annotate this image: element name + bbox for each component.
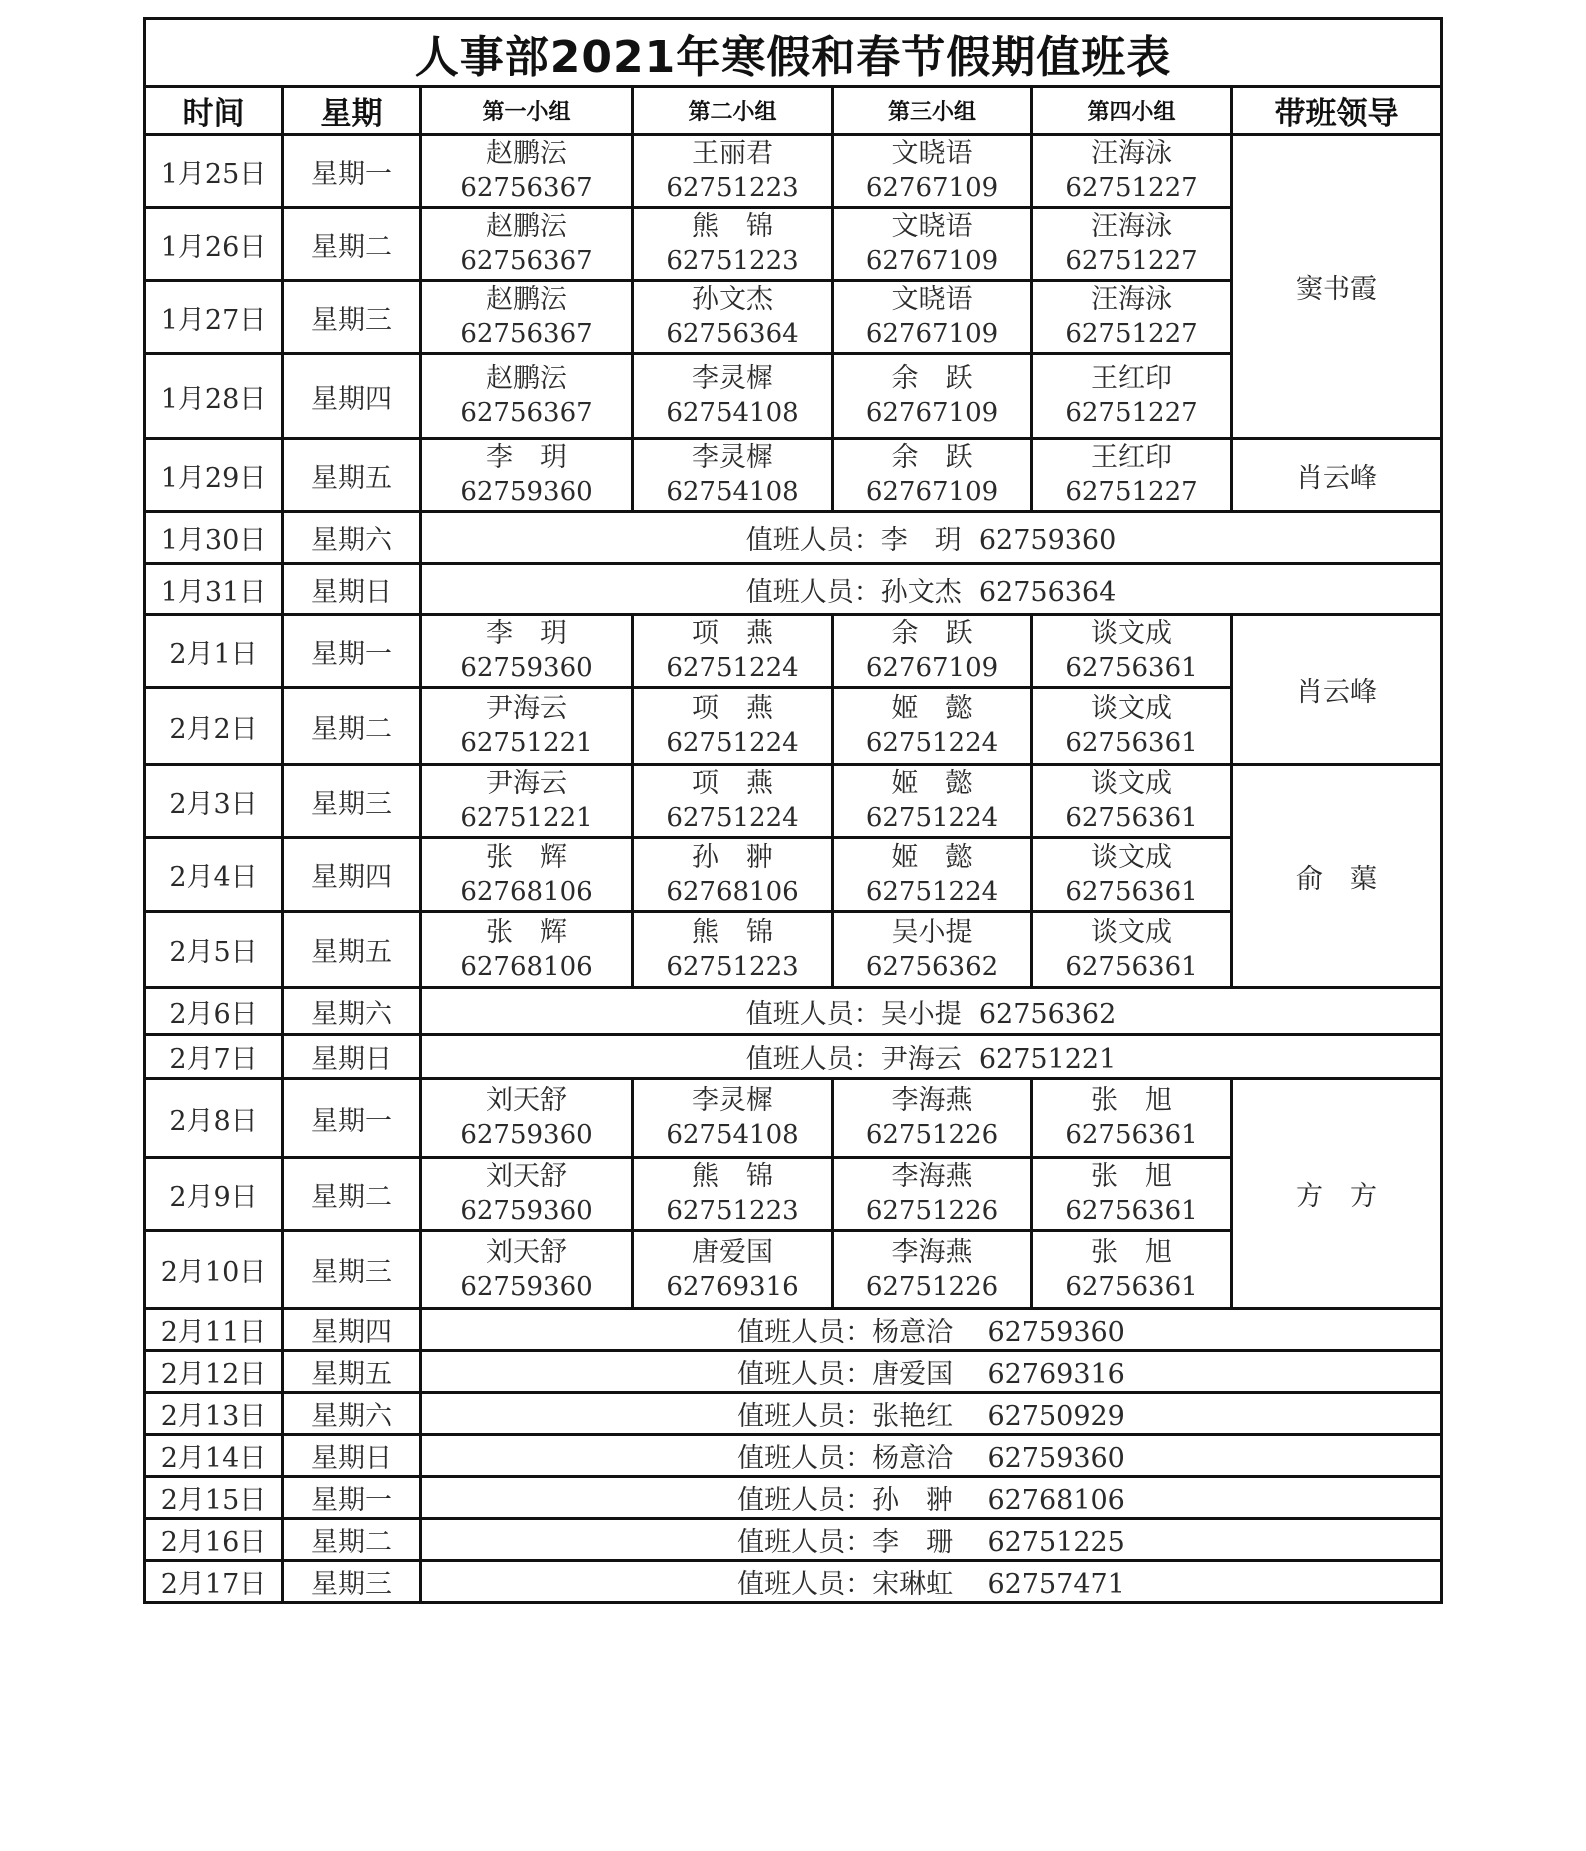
duty-person-phone: 62756367 <box>460 173 593 203</box>
duty-staff-cell: 值班人员：唐爱国 62769316 <box>421 1351 1442 1393</box>
duty-person-phone: 62756362 <box>865 951 999 982</box>
duty-person-phone: 62756361 <box>1065 653 1198 683</box>
date-cell: 2月6日 <box>145 988 283 1035</box>
group3-cell <box>833 208 1032 281</box>
group3-cell <box>833 135 1032 208</box>
group4-cell <box>1032 281 1232 354</box>
date-cell: 1月31日 <box>145 564 283 615</box>
duty-person-name: 熊 锦 <box>692 211 773 242</box>
duty-person-phone: 62759360 <box>460 1120 593 1150</box>
group2-cell <box>633 615 833 688</box>
date-cell: 1月29日 <box>145 439 283 512</box>
duty-person-name: 张 辉 <box>486 916 567 948</box>
duty-person-phone: 62756361 <box>1065 951 1198 982</box>
weekday-cell: 星期五 <box>283 912 421 988</box>
duty-person-name: 文晓语 <box>891 138 973 169</box>
duty-staff-cell: 值班人员：尹海云 62751221 <box>421 1035 1442 1079</box>
group4-cell <box>1032 615 1232 688</box>
duty-staff-cell: 值班人员：李 玥 62759360 <box>421 512 1442 564</box>
duty-person-name: 姬 懿 <box>891 693 973 724</box>
duty-person-phone: 62756361 <box>1065 1196 1198 1226</box>
duty-staff-cell: 值班人员：张艳红 62750929 <box>421 1393 1442 1435</box>
table-row <box>145 1393 1442 1435</box>
group1-cell <box>421 439 633 512</box>
duty-person-name: 汪海泳 <box>1091 211 1172 242</box>
duty-roster-table <box>143 17 1443 1604</box>
group1-cell <box>421 208 633 281</box>
duty-person-name: 刘天舒 <box>486 1161 567 1192</box>
duty-person-name: 谈文成 <box>1091 618 1172 649</box>
duty-person-name: 唐爱国 <box>692 1236 773 1268</box>
weekday-cell: 星期四 <box>283 1309 421 1351</box>
duty-person-phone: 62759360 <box>460 1271 593 1302</box>
group1-cell <box>421 281 633 354</box>
duty-person-phone: 62751221 <box>460 728 593 758</box>
group3-cell <box>833 281 1032 354</box>
group4-cell <box>1032 838 1232 912</box>
group1-cell <box>421 354 633 439</box>
weekday-cell: 星期三 <box>283 1231 421 1309</box>
duty-person-phone: 62768106 <box>460 951 593 982</box>
header-row <box>145 87 1442 135</box>
table-row <box>145 1561 1442 1603</box>
weekday-cell: 星期二 <box>283 208 421 281</box>
duty-person-phone: 62767109 <box>865 398 999 428</box>
duty-person-name: 姬 懿 <box>891 841 973 873</box>
duty-person-name: 李海燕 <box>891 1161 973 1192</box>
date-cell: 2月2日 <box>145 688 283 765</box>
group4-cell <box>1032 354 1232 439</box>
duty-staff-cell: 值班人员：杨意洽 62759360 <box>421 1309 1442 1351</box>
duty-person-name: 谈文成 <box>1091 841 1172 873</box>
group2-cell <box>633 688 833 765</box>
weekday-cell: 星期六 <box>283 1393 421 1435</box>
group3-cell <box>833 912 1032 988</box>
duty-person-phone: 62751224 <box>865 803 999 833</box>
duty-person-phone: 62751223 <box>666 246 799 276</box>
group1-cell <box>421 1079 633 1158</box>
duty-person-name: 尹海云 <box>486 693 567 724</box>
duty-person-name: 孙 翀 <box>692 841 773 873</box>
group3-cell <box>833 615 1032 688</box>
duty-person-name: 赵鹏沄 <box>486 138 567 169</box>
weekday-cell: 星期一 <box>283 1079 421 1158</box>
duty-person-phone: 62759360 <box>460 653 593 683</box>
table-row <box>145 1519 1442 1561</box>
duty-person-name: 谈文成 <box>1091 768 1172 799</box>
duty-person-name: 刘天舒 <box>486 1085 567 1116</box>
header-time: 时间 <box>145 87 283 135</box>
duty-person-phone: 62759360 <box>460 1196 593 1226</box>
leader-cell: 窦书霞 <box>1232 135 1442 439</box>
roster-body <box>145 135 1442 1603</box>
duty-person-name: 王红印 <box>1091 363 1172 394</box>
page-title: 人事部2021年寒假和春节假期值班表 <box>145 19 1442 87</box>
weekday-cell: 星期三 <box>283 1561 421 1603</box>
duty-staff-cell: 值班人员：杨意洽 62759360 <box>421 1435 1442 1477</box>
duty-person-phone: 62751221 <box>460 803 593 833</box>
leader-cell: 俞 蕖 <box>1232 765 1442 988</box>
group3-cell <box>833 1231 1032 1309</box>
group3-cell <box>833 354 1032 439</box>
group1-cell <box>421 135 633 208</box>
group4-cell <box>1032 135 1232 208</box>
group1-cell <box>421 838 633 912</box>
group1-cell <box>421 615 633 688</box>
date-cell: 1月27日 <box>145 281 283 354</box>
duty-person-phone: 62751226 <box>865 1196 999 1226</box>
header-group1: 第一小组 <box>421 87 633 135</box>
duty-person-phone: 62751224 <box>666 728 799 758</box>
duty-person-name: 项 燕 <box>692 618 773 649</box>
duty-person-phone: 62767109 <box>865 173 999 203</box>
duty-person-phone: 62751227 <box>1065 398 1198 428</box>
duty-staff-cell: 值班人员：孙文杰 62756364 <box>421 564 1442 615</box>
leader-cell: 肖云峰 <box>1232 615 1442 765</box>
date-cell: 2月13日 <box>145 1393 283 1435</box>
duty-person-phone: 62751226 <box>865 1271 999 1302</box>
group2-cell <box>633 838 833 912</box>
duty-person-phone: 62756361 <box>1065 803 1198 833</box>
table-row <box>145 1435 1442 1477</box>
group2-cell <box>633 1079 833 1158</box>
group4-cell <box>1032 1158 1232 1231</box>
weekday-cell: 星期日 <box>283 1035 421 1079</box>
weekday-cell: 星期一 <box>283 1477 421 1519</box>
duty-person-phone: 62751223 <box>666 951 799 982</box>
duty-person-phone: 62769316 <box>666 1271 799 1302</box>
duty-person-phone: 62759360 <box>460 477 593 507</box>
table-row <box>145 135 1442 208</box>
group1-cell <box>421 912 633 988</box>
group4-cell <box>1032 688 1232 765</box>
duty-person-name: 刘天舒 <box>486 1236 567 1268</box>
table-row <box>145 1477 1442 1519</box>
duty-person-name: 李海燕 <box>891 1085 973 1116</box>
duty-person-name: 项 燕 <box>692 693 773 724</box>
table-row <box>145 1035 1442 1079</box>
group2-cell <box>633 1231 833 1309</box>
duty-person-phone: 62756361 <box>1065 728 1198 758</box>
duty-person-name: 熊 锦 <box>692 1161 773 1192</box>
date-cell: 2月11日 <box>145 1309 283 1351</box>
duty-person-name: 谈文成 <box>1091 693 1172 724</box>
group4-cell <box>1032 439 1232 512</box>
group4-cell <box>1032 765 1232 838</box>
date-cell: 2月5日 <box>145 912 283 988</box>
weekday-cell: 星期一 <box>283 615 421 688</box>
group2-cell <box>633 912 833 988</box>
group4-cell <box>1032 1231 1232 1309</box>
table-row <box>145 765 1442 838</box>
duty-person-name: 孙文杰 <box>692 284 773 315</box>
duty-person-phone: 62754108 <box>666 1120 799 1150</box>
duty-person-phone: 62756361 <box>1065 1120 1198 1150</box>
weekday-cell: 星期二 <box>283 688 421 765</box>
date-cell: 2月9日 <box>145 1158 283 1231</box>
duty-person-name: 李灵樨 <box>692 442 773 473</box>
duty-person-phone: 62751227 <box>1065 173 1198 203</box>
weekday-cell: 星期二 <box>283 1519 421 1561</box>
group3-cell <box>833 765 1032 838</box>
duty-person-name: 李 玥 <box>486 442 567 473</box>
weekday-cell: 星期六 <box>283 988 421 1035</box>
duty-person-name: 汪海泳 <box>1091 138 1172 169</box>
group2-cell <box>633 765 833 838</box>
duty-person-name: 吴小提 <box>891 916 973 948</box>
group4-cell <box>1032 1079 1232 1158</box>
header-leader: 带班领导 <box>1232 87 1442 135</box>
duty-person-name: 汪海泳 <box>1091 284 1172 315</box>
group4-cell <box>1032 208 1232 281</box>
weekday-cell: 星期四 <box>283 838 421 912</box>
weekday-cell: 星期日 <box>283 1435 421 1477</box>
weekday-cell: 星期三 <box>283 765 421 838</box>
leader-cell: 肖云峰 <box>1232 439 1442 512</box>
group1-cell <box>421 1231 633 1309</box>
duty-person-name: 项 燕 <box>692 768 773 799</box>
duty-person-phone: 62767109 <box>865 653 999 683</box>
table-row <box>145 439 1442 512</box>
date-cell: 2月14日 <box>145 1435 283 1477</box>
date-cell: 2月4日 <box>145 838 283 912</box>
duty-person-name: 李海燕 <box>891 1236 973 1268</box>
date-cell: 2月1日 <box>145 615 283 688</box>
duty-person-name: 王丽君 <box>692 138 773 169</box>
group3-cell <box>833 838 1032 912</box>
group3-cell <box>833 439 1032 512</box>
duty-person-phone: 62767109 <box>865 477 999 507</box>
duty-staff-cell: 值班人员：宋琳虹 62757471 <box>421 1561 1442 1603</box>
duty-person-phone: 62754108 <box>666 398 799 428</box>
duty-person-phone: 62751227 <box>1065 319 1198 349</box>
duty-person-phone: 62751224 <box>666 803 799 833</box>
duty-person-name: 文晓语 <box>891 284 973 315</box>
group2-cell <box>633 439 833 512</box>
group1-cell <box>421 1158 633 1231</box>
duty-person-name: 赵鹏沄 <box>486 363 567 394</box>
date-cell: 1月25日 <box>145 135 283 208</box>
duty-person-name: 张 旭 <box>1091 1085 1172 1116</box>
duty-person-phone: 62751223 <box>666 1196 799 1226</box>
table-row <box>145 564 1442 615</box>
duty-person-phone: 62756367 <box>460 246 593 276</box>
weekday-cell: 星期三 <box>283 281 421 354</box>
date-cell: 2月3日 <box>145 765 283 838</box>
duty-person-phone: 62756367 <box>460 398 593 428</box>
duty-staff-cell: 值班人员：孙 翀 62768106 <box>421 1477 1442 1519</box>
weekday-cell: 星期六 <box>283 512 421 564</box>
duty-person-phone: 62751224 <box>666 653 799 683</box>
group3-cell <box>833 1079 1032 1158</box>
duty-person-phone: 62751224 <box>865 728 999 758</box>
duty-person-name: 余 跃 <box>891 363 973 394</box>
duty-staff-cell: 值班人员：吴小提 62756362 <box>421 988 1442 1035</box>
group3-cell <box>833 688 1032 765</box>
weekday-cell: 星期一 <box>283 135 421 208</box>
group2-cell <box>633 135 833 208</box>
duty-person-phone: 62751223 <box>666 173 799 203</box>
duty-person-phone: 62767109 <box>865 246 999 276</box>
duty-person-name: 王红印 <box>1091 442 1172 473</box>
duty-person-name: 张 旭 <box>1091 1161 1172 1192</box>
table-row <box>145 1079 1442 1158</box>
date-cell: 2月12日 <box>145 1351 283 1393</box>
header-weekday: 星期 <box>283 87 421 135</box>
group2-cell <box>633 1158 833 1231</box>
date-cell: 2月16日 <box>145 1519 283 1561</box>
date-cell: 2月15日 <box>145 1477 283 1519</box>
duty-person-phone: 62756361 <box>1065 1271 1198 1302</box>
table-row <box>145 615 1442 688</box>
duty-person-name: 李灵樨 <box>692 363 773 394</box>
group1-cell <box>421 688 633 765</box>
group2-cell <box>633 281 833 354</box>
table-row <box>145 988 1442 1035</box>
table-row <box>145 512 1442 564</box>
weekday-cell: 星期二 <box>283 1158 421 1231</box>
duty-person-name: 张 辉 <box>486 841 567 873</box>
group3-cell <box>833 1158 1032 1231</box>
header-group2: 第二小组 <box>633 87 833 135</box>
duty-person-name: 张 旭 <box>1091 1236 1172 1268</box>
weekday-cell: 星期五 <box>283 1351 421 1393</box>
duty-person-phone: 62756361 <box>1065 876 1198 907</box>
duty-person-name: 文晓语 <box>891 211 973 242</box>
duty-person-phone: 62751227 <box>1065 246 1198 276</box>
table-row <box>145 1351 1442 1393</box>
group4-cell <box>1032 912 1232 988</box>
weekday-cell: 星期四 <box>283 354 421 439</box>
duty-person-phone: 62756367 <box>460 319 593 349</box>
date-cell: 1月26日 <box>145 208 283 281</box>
weekday-cell: 星期五 <box>283 439 421 512</box>
table-row <box>145 1309 1442 1351</box>
duty-person-name: 李 玥 <box>486 618 567 649</box>
date-cell: 2月7日 <box>145 1035 283 1079</box>
duty-person-name: 余 跃 <box>891 442 973 473</box>
duty-staff-cell: 值班人员：李 珊 62751225 <box>421 1519 1442 1561</box>
duty-person-name: 熊 锦 <box>692 916 773 948</box>
duty-person-phone: 62768106 <box>460 876 593 907</box>
date-cell: 2月10日 <box>145 1231 283 1309</box>
duty-person-phone: 62751227 <box>1065 477 1198 507</box>
duty-person-phone: 62767109 <box>865 319 999 349</box>
duty-person-phone: 62751226 <box>865 1120 999 1150</box>
group1-cell <box>421 765 633 838</box>
group2-cell <box>633 208 833 281</box>
duty-person-name: 姬 懿 <box>891 768 973 799</box>
duty-person-name: 尹海云 <box>486 768 567 799</box>
header-group3: 第三小组 <box>833 87 1032 135</box>
duty-person-phone: 62754108 <box>666 477 799 507</box>
date-cell: 2月17日 <box>145 1561 283 1603</box>
leader-cell: 方 方 <box>1232 1079 1442 1309</box>
duty-person-phone: 62768106 <box>666 876 799 907</box>
duty-person-name: 赵鹏沄 <box>486 211 567 242</box>
duty-person-phone: 62751224 <box>865 876 999 907</box>
duty-person-name: 李灵樨 <box>692 1085 773 1116</box>
header-group4: 第四小组 <box>1032 87 1232 135</box>
date-cell: 1月30日 <box>145 512 283 564</box>
duty-person-name: 赵鹏沄 <box>486 284 567 315</box>
duty-person-phone: 62756364 <box>666 319 799 349</box>
date-cell: 1月28日 <box>145 354 283 439</box>
date-cell: 2月8日 <box>145 1079 283 1158</box>
duty-person-name: 谈文成 <box>1091 916 1172 948</box>
duty-person-name: 余 跃 <box>891 618 973 649</box>
group2-cell <box>633 354 833 439</box>
weekday-cell: 星期日 <box>283 564 421 615</box>
